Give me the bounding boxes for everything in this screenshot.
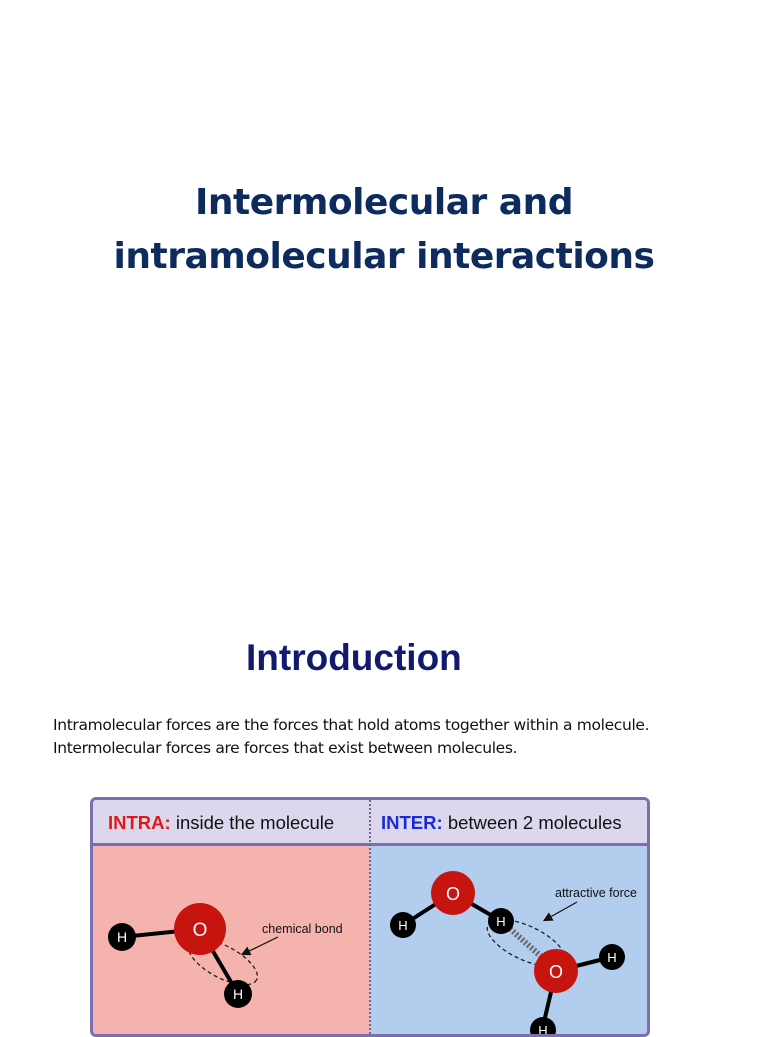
inter-description: between 2 molecules (447, 812, 622, 833)
inter-mol2-oxygen-symbol: O (548, 962, 564, 982)
attractive-force-arrow (545, 902, 577, 920)
attractive-force-label: attractive force (555, 886, 637, 900)
intra-oxygen-symbol: O (192, 920, 208, 941)
chemical-bond-label: chemical bond (262, 922, 343, 936)
inter-mol1-oxygen-symbol: O (445, 884, 461, 904)
intra-inter-figure (90, 797, 650, 1037)
inter-mol2-hydrogen-symbol-1: H (607, 950, 617, 965)
intermolecular-definition: Intermolecular forces are forces that exist between molecules. (53, 739, 518, 757)
intramolecular-definition: Intramolecular forces are the forces that hold atoms together within a molecule. (53, 716, 650, 734)
slide-title-line-1: Intermolecular and (195, 182, 573, 223)
inter-mol1-hydrogen-symbol-2: H (496, 914, 506, 929)
introduction-heading: Introduction (246, 637, 462, 678)
hydrogen-bond-dashes (507, 926, 545, 960)
intra-description: inside the molecule (175, 812, 335, 833)
chemical-bond-arrow (243, 937, 278, 954)
inter-mol1-hydrogen-symbol-1: H (398, 918, 408, 933)
intra-keyword: INTRA: (108, 812, 171, 833)
intra-hydrogen-symbol-2: H (232, 986, 244, 1002)
molecule-diagram (93, 800, 650, 1037)
slide-title (0, 176, 768, 284)
introduction-text (53, 714, 753, 760)
slide-title-line-2: intramolecular interactions (113, 236, 655, 277)
inter-mol2-hydrogen-symbol-2: H (538, 1023, 548, 1037)
inter-keyword: INTER: (381, 812, 443, 833)
intra-hydrogen-symbol-1: H (116, 929, 128, 945)
